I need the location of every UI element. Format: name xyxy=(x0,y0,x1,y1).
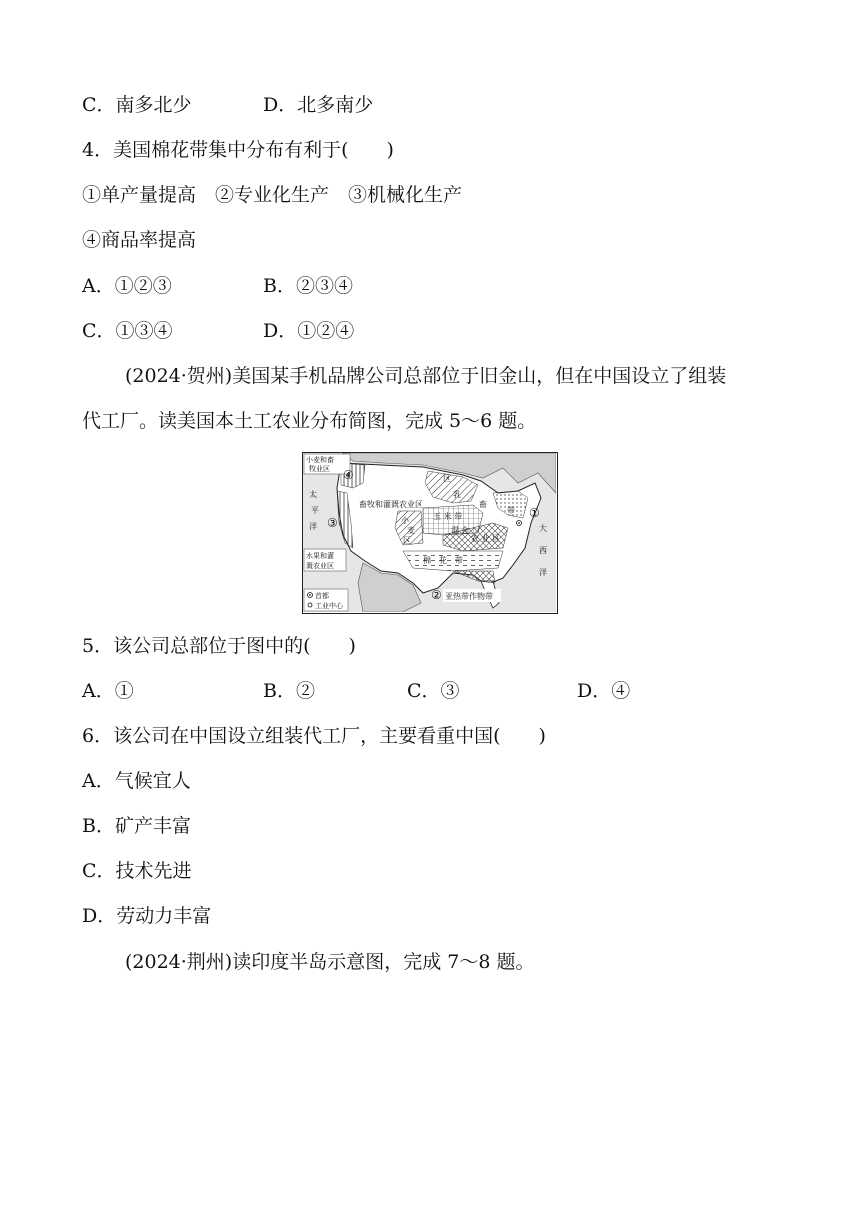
q6-option-d: D．劳动力丰富 xyxy=(82,905,212,927)
map-marker-3: ③ xyxy=(327,516,338,530)
map-label-mixed-1: 混 xyxy=(451,526,459,535)
q3-option-d: D．北多南少 xyxy=(263,94,374,116)
legend-industry-label: 工业中心 xyxy=(315,602,343,610)
map-label-atlantic-1: 大 xyxy=(539,524,547,533)
us-agriculture-map xyxy=(302,452,558,614)
map-label-ranch: 畜牧和灌溉农业区 xyxy=(359,500,423,509)
map-marker-4: ④ xyxy=(343,468,354,482)
q6-option-a: A．气候宜人 xyxy=(82,770,191,792)
map-marker-1: ① xyxy=(529,506,540,520)
map-marker-2: ② xyxy=(431,588,442,602)
q3-option-c: C．南多北少 xyxy=(82,94,192,116)
map-label-wheat-livestock-2: 牧业区 xyxy=(309,465,330,473)
intro2-paragraph: (2024·荆州)读印度半岛示意图，完成 7～8 题。 xyxy=(125,951,535,973)
map-label-wheat-1: 小 xyxy=(401,516,409,525)
map-label-wheat-livestock: 小麦和畜 xyxy=(306,456,334,464)
q4-option-b: B．②③④ xyxy=(263,275,353,297)
q4-stem: 4．美国棉花带集中分布有利于( ) xyxy=(82,139,394,161)
map-label-atlantic-3: 洋 xyxy=(539,568,547,577)
map-label-dairy-region: 区 xyxy=(443,474,451,483)
intro-paragraph-line2: 代工厂。读美国本土工农业分布简图，完成 5～6 题。 xyxy=(82,410,537,432)
map-label-wheat-3: 区 xyxy=(403,536,411,545)
q5-option-c: C．③ xyxy=(407,680,460,702)
map-label-corn: 玉 米 带 xyxy=(433,512,463,521)
q5-option-d: D．④ xyxy=(577,680,631,702)
q6-option-b: B．矿产丰富 xyxy=(82,815,191,837)
intro-paragraph-line1: (2024·贺州)美国某手机品牌公司总部位于旧金山，但在中国设立了组装 xyxy=(125,365,727,387)
map-label-dairy-3: 带 xyxy=(507,506,515,515)
q5-option-b: B．② xyxy=(263,680,315,702)
map-label-pacific-3: 洋 xyxy=(309,522,317,531)
map-label-pacific-2: 平 xyxy=(311,506,319,515)
q4-option-c: C．①③④ xyxy=(82,320,173,342)
map-label-atlantic-2: 西 xyxy=(539,546,547,555)
q4-option-d: D．①②④ xyxy=(263,320,355,342)
legend-industry-icon xyxy=(308,603,312,607)
map-label-pacific-1: 太 xyxy=(309,490,317,499)
map-label-wheat-2: 麦 xyxy=(407,526,415,535)
map-label-mixed-3: 农 业 区 xyxy=(471,534,501,543)
q4-items-line2: ④商品率提高 xyxy=(82,229,197,251)
q4-items-line1: ①单产量提高 ②专业化生产 ③机械化生产 xyxy=(82,184,463,206)
map-label-dairy-2: 畜 xyxy=(479,500,487,509)
q5-option-a: A．① xyxy=(82,680,134,702)
map-label-dairy-1: 乳 xyxy=(453,490,461,499)
q5-stem: 5．该公司总部位于图中的( ) xyxy=(82,635,356,657)
legend-capital-label: 首都 xyxy=(315,592,329,600)
map-label-cotton: 棉 花 带 xyxy=(423,556,463,565)
q6-option-c: C．技术先进 xyxy=(82,860,192,882)
q6-stem: 6．该公司在中国设立组装代工厂，主要看重中国( ) xyxy=(82,725,546,747)
q4-option-a: A．①②③ xyxy=(82,275,172,297)
map-label-subtropical: 亚热带作物带 xyxy=(445,592,493,601)
map-label-mixed-2: 合 xyxy=(461,526,469,535)
map-label-fruit-1: 水果和灌 xyxy=(306,552,334,560)
map-label-fruit-2: 溉农业区 xyxy=(306,562,334,570)
